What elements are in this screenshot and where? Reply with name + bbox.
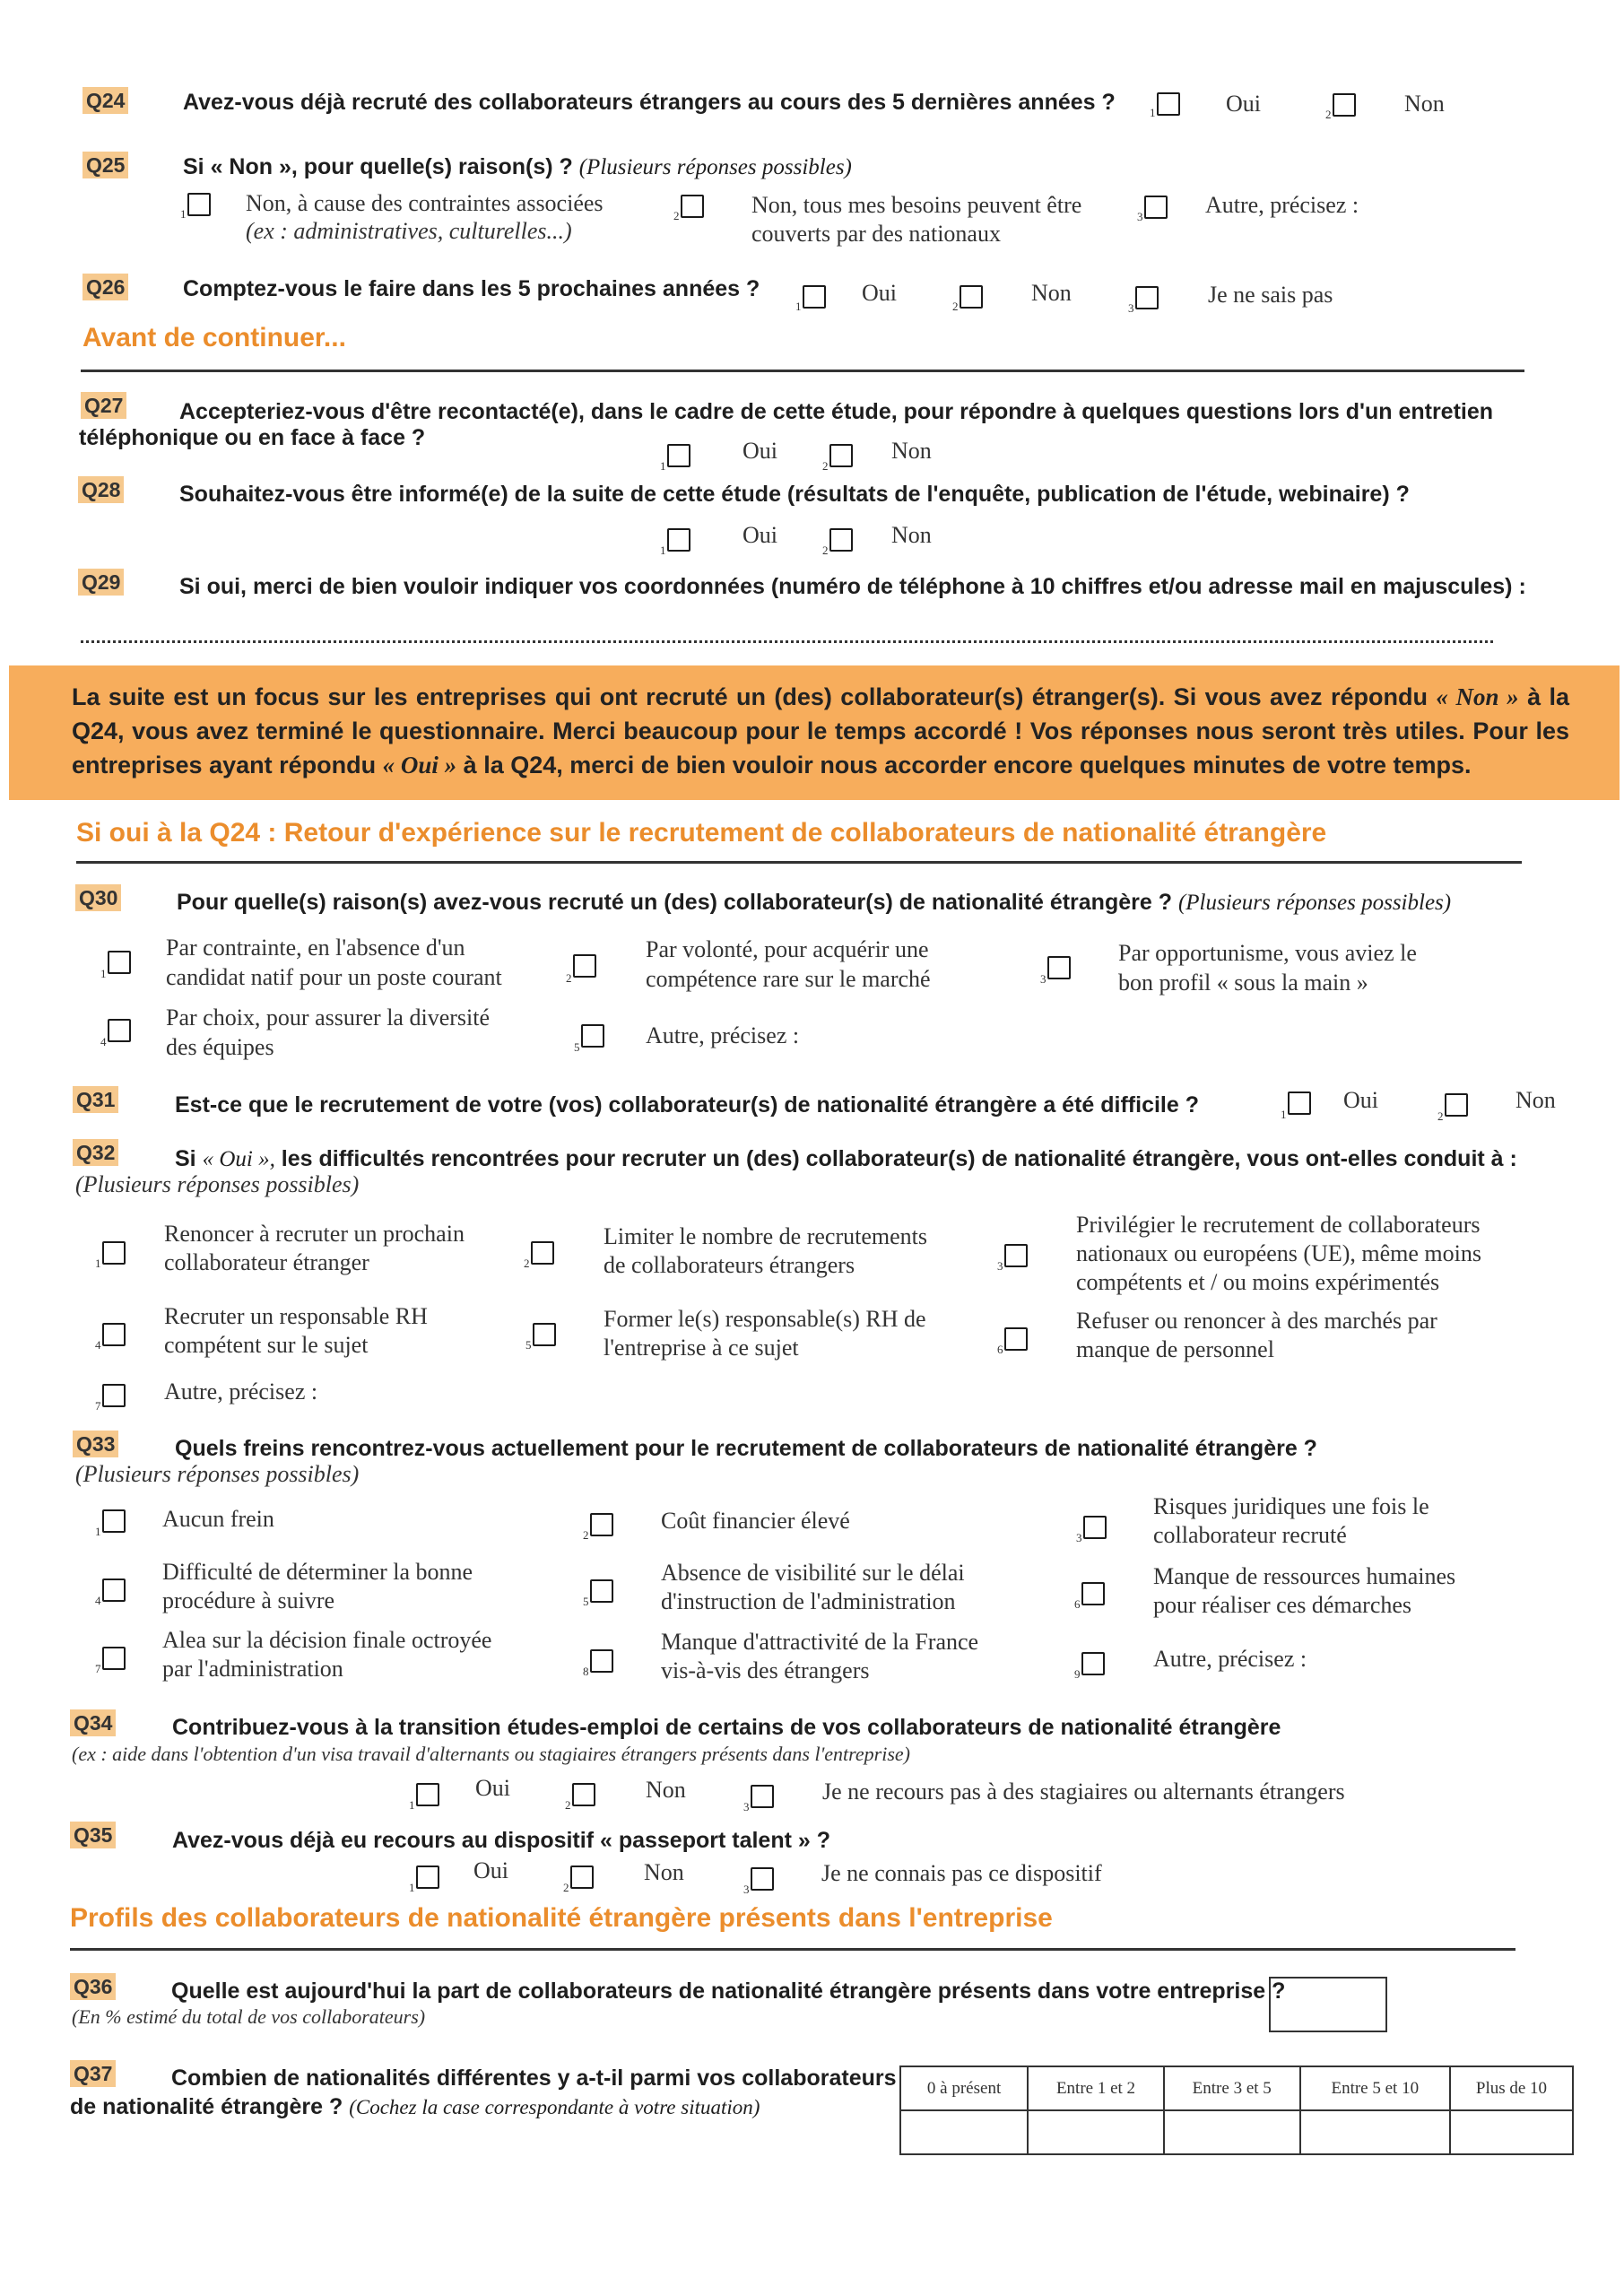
q24-non-label: Non [1404, 91, 1445, 117]
q27-non-label: Non [891, 438, 932, 464]
q34-option-3-label: Je ne recours pas à des stagiaires ou alternants étrangers [822, 1779, 1345, 1805]
q30-option-5-code: 5 [574, 1040, 580, 1054]
q30-option-2-label: Par volonté, pour acquérir une [646, 936, 929, 962]
contact-details-input-line[interactable] [81, 640, 1493, 643]
q27-question-line2: téléphonique ou en face à face ? [79, 425, 426, 450]
section-divider [81, 370, 1524, 372]
q32-option-6-checkbox[interactable] [1004, 1327, 1028, 1351]
q35-number: Q35 [70, 1822, 116, 1848]
q34-note: (ex : aide dans l'obtention d'un visa travail d'alternants ou stagiaires étrangers présents dans l'entreprise) [72, 1743, 910, 1765]
q26-oui-label: Oui [862, 280, 897, 306]
q36-note: (En % estimé du total de vos collaborateurs) [72, 2005, 426, 2028]
q34-number: Q34 [70, 1709, 116, 1736]
q37-question: Combien de nationalités différentes y a-t-il parmi vos collaborateurs [171, 2066, 897, 2091]
q33-option-5-code: 5 [583, 1595, 589, 1608]
q27-oui-checkbox[interactable] [667, 444, 690, 467]
q33-option-5-checkbox[interactable] [590, 1579, 613, 1603]
q37-cell-1-2[interactable] [1028, 2110, 1164, 2154]
q30-option-3-label: Par opportunisme, vous aviez le [1118, 940, 1417, 966]
q32-option-1-label: Renoncer à recruter un prochain [164, 1221, 465, 1247]
q33-option-6-code: 6 [1074, 1597, 1081, 1611]
q37-nationalities-table [899, 2066, 1574, 2155]
q29-question: Si oui, merci de bien vouloir indiquer vos coordonnées (numéro de téléphone à 10 chiffres et/ou adresse mail en majuscules) : [179, 574, 1526, 599]
q28-option-2-code: 2 [822, 544, 829, 557]
q33-option-7-code: 7 [95, 1662, 101, 1675]
q33-option-1-label: Aucun frein [162, 1506, 274, 1532]
q31-option-2-code: 2 [1437, 1109, 1444, 1123]
q32-option-3-checkbox[interactable] [1004, 1244, 1028, 1267]
q27-question: Accepteriez-vous d'être recontacté(e), dans le cadre de cette étude, pour répondre à quelques questions lors d'un entretien [179, 399, 1494, 424]
section-avant-de-continuer: Avant de continuer... [83, 323, 346, 352]
q32-option-4-label: Recruter un responsable RH [164, 1303, 428, 1329]
q24-option-1-code: 1 [1150, 106, 1156, 119]
q32-option-4-label-line2: compétent sur le sujet [164, 1332, 369, 1358]
q34-oui-label: Oui [475, 1775, 510, 1801]
q37-cell-3-5[interactable] [1164, 2110, 1300, 2154]
q32-option-1-code: 1 [95, 1257, 101, 1270]
q25-option-3-code: 3 [1137, 210, 1143, 223]
q32-option-6-code: 6 [997, 1343, 1003, 1356]
q32-option-3-code: 3 [997, 1259, 1003, 1273]
q25-option-3-checkbox[interactable] [1144, 196, 1168, 219]
q30-option-3-code: 3 [1040, 972, 1046, 986]
q32-option-2-label-line2: de collaborateurs étrangers [604, 1252, 855, 1278]
q25-option-2-code: 2 [673, 209, 680, 222]
q32-option-5-label-line2: l'entreprise à ce sujet [604, 1335, 799, 1361]
q25-number: Q25 [83, 152, 128, 178]
q33-option-7-label-line2: par l'administration [162, 1656, 343, 1682]
q33-option-4-code: 4 [95, 1594, 101, 1607]
q33-option-8-label-line2: vis-à-vis des étrangers [661, 1657, 870, 1683]
q25-question: Si « Non », pour quelle(s) raison(s) ? (Plusieurs réponses possibles) [183, 154, 852, 179]
q24-option-2-code: 2 [1325, 108, 1332, 121]
q32-option-2-code: 2 [524, 1257, 530, 1270]
q27-number: Q27 [81, 392, 126, 419]
q33-option-4-label: Difficulté de déterminer la bonne [162, 1559, 473, 1585]
q33-number: Q33 [73, 1431, 118, 1457]
q33-option-1-checkbox[interactable] [102, 1509, 126, 1533]
q27-option-2-code: 2 [822, 459, 829, 473]
q28-oui-checkbox[interactable] [667, 528, 690, 552]
q35-oui-checkbox[interactable] [416, 1866, 439, 1889]
q33-option-9-checkbox[interactable] [1081, 1652, 1105, 1675]
q29-number: Q29 [78, 569, 124, 596]
q33-option-9-code: 9 [1074, 1667, 1081, 1681]
q32-option-3-label-line3: compétents et / ou moins expérimentés [1076, 1269, 1440, 1295]
q24-oui-checkbox[interactable] [1157, 92, 1180, 116]
q33-option-3-checkbox[interactable] [1083, 1516, 1107, 1539]
q33-option-9-label: Autre, précisez : [1153, 1646, 1307, 1672]
q32-option-5-code: 5 [525, 1338, 532, 1352]
q37-column-1-2: Entre 1 et 2 [1028, 2066, 1164, 2110]
q26-non-checkbox[interactable] [960, 285, 983, 309]
q37-question-line2: de nationalité étrangère ? (Cochez la case correspondante à votre situation) [70, 2094, 760, 2119]
q33-option-6-checkbox[interactable] [1081, 1582, 1105, 1605]
q35-oui-label: Oui [473, 1857, 508, 1883]
q24-oui-label: Oui [1226, 91, 1261, 117]
q25-option-1-code: 1 [180, 207, 187, 221]
q31-oui-checkbox[interactable] [1288, 1091, 1311, 1115]
q26-oui-checkbox[interactable] [803, 285, 826, 309]
q26-question: Comptez-vous le faire dans les 5 prochaines années ? [183, 276, 760, 301]
q31-oui-label: Oui [1343, 1087, 1378, 1113]
q32-option-7-label: Autre, précisez : [164, 1378, 318, 1405]
q34-non-label: Non [646, 1777, 686, 1803]
q32-option-7-code: 7 [95, 1399, 101, 1413]
q25-option-2-label-line2: couverts par des nationaux [751, 221, 1001, 247]
q37-column-10-plus: Plus de 10 [1450, 2066, 1573, 2110]
table-row [900, 2110, 1573, 2154]
section-retour-experience: Si oui à la Q24 : Retour d'expérience sur le recrutement de collaborateurs de nationalité étrangère [76, 818, 1327, 848]
q35-option-3-checkbox[interactable] [751, 1867, 774, 1891]
table-header-row [900, 2066, 1573, 2110]
q33-option-6-label: Manque de ressources humaines [1153, 1563, 1456, 1589]
q35-option-3-code: 3 [743, 1883, 750, 1896]
q30-option-4-label-line2: des équipes [166, 1034, 274, 1060]
q30-option-3-checkbox[interactable] [1047, 956, 1071, 979]
q31-number: Q31 [73, 1086, 118, 1113]
q26-option-1-code: 1 [795, 300, 802, 313]
q36-question: Quelle est aujourd'hui la part de collaborateurs de nationalité étrangère présents dans votre entreprise ? [171, 1979, 1286, 2004]
q36-number: Q36 [70, 1973, 116, 2000]
q33-option-4-checkbox[interactable] [102, 1578, 126, 1602]
q30-question: Pour quelle(s) raison(s) avez-vous recruté un (des) collaborateur(s) de nationalité étrangère ? (Plusieurs réponses possibles) [177, 890, 1452, 915]
q27-non-checkbox[interactable] [829, 444, 853, 467]
q24-non-checkbox[interactable] [1333, 93, 1356, 117]
q32-option-3-label-line2: nationaux ou européens (UE), même moins [1076, 1240, 1481, 1266]
q30-option-2-code: 2 [566, 971, 572, 985]
q30-option-4-checkbox[interactable] [108, 1019, 131, 1042]
q37-column-5-10: Entre 5 et 10 [1300, 2066, 1450, 2110]
q24-question: Avez-vous déjà recruté des collaborateurs étrangers au cours des 5 dernières années ? [183, 90, 1116, 115]
q32-option-5-checkbox[interactable] [533, 1323, 556, 1346]
q27-oui-label: Oui [743, 438, 777, 464]
q30-option-4-code: 4 [100, 1035, 107, 1048]
q32-option-5-label: Former le(s) responsable(s) RH de [604, 1306, 926, 1332]
q33-option-3-label-line2: collaborateur recruté [1153, 1522, 1347, 1548]
q33-option-5-label: Absence de visibilité sur le délai [661, 1560, 965, 1586]
q28-non-label: Non [891, 522, 932, 548]
q37-cell-5-10[interactable] [1300, 2110, 1450, 2154]
q35-non-label: Non [644, 1859, 684, 1885]
q35-option-2-code: 2 [563, 1881, 569, 1894]
q32-option-6-label: Refuser ou renoncer à des marchés par [1076, 1308, 1437, 1334]
q30-option-4-label: Par choix, pour assurer la diversité [166, 1004, 491, 1031]
q32-option-7-checkbox[interactable] [102, 1384, 126, 1407]
q28-option-1-code: 1 [660, 544, 666, 557]
q32-option-6-label-line2: manque de personnel [1076, 1336, 1274, 1362]
section-divider [76, 861, 1522, 864]
q33-option-1-code: 1 [95, 1525, 101, 1538]
q25-option-2-checkbox[interactable] [681, 195, 704, 218]
q33-option-8-code: 8 [583, 1665, 589, 1678]
q26-option-3-code: 3 [1128, 301, 1134, 315]
q33-option-5-label-line2: d'instruction de l'administration [661, 1588, 956, 1614]
q25-option-1-label: Non, à cause des contraintes associées [246, 190, 604, 216]
q30-option-3-label-line2: bon profil « sous la main » [1118, 970, 1368, 996]
q33-option-3-code: 3 [1076, 1531, 1082, 1544]
q33-option-7-checkbox[interactable] [102, 1647, 126, 1670]
q30-option-5-checkbox[interactable] [581, 1024, 604, 1048]
q33-option-8-label: Manque d'attractivité de la France [661, 1629, 979, 1655]
q37-cell-10-plus[interactable] [1450, 2110, 1573, 2154]
q33-option-2-code: 2 [583, 1528, 589, 1542]
q28-oui-label: Oui [743, 522, 777, 548]
q30-option-1-code: 1 [100, 967, 107, 980]
q27-option-1-code: 1 [660, 459, 666, 473]
q32-option-4-code: 4 [95, 1338, 101, 1352]
q33-option-6-label-line2: pour réaliser ces démarches [1153, 1592, 1412, 1618]
info-banner-text: La suite est un focus sur les entreprises qui ont recruté un (des) collaborateur(s) étranger(s). Si vous avez répondu « Non » à la Q24, vous avez terminé le questionnaire. Merci beaucoup pour le temps accordé ! Vos réponses nous seront très utiles. Pour les entreprises ayant répondu « Oui » à la Q24, merci de bien vouloir nous accorder encore quelques minutes de votre temps. [72, 683, 1569, 778]
q33-option-4-label-line2: procédure à suivre [162, 1587, 335, 1613]
q30-option-2-label-line2: compétence rare sur le marché [646, 966, 931, 992]
q34-option-1-code: 1 [409, 1798, 415, 1812]
q28-number: Q28 [78, 476, 124, 503]
section-divider [70, 1948, 1515, 1951]
q31-non-checkbox[interactable] [1445, 1093, 1468, 1117]
q33-option-7-label: Alea sur la décision finale octroyée [162, 1627, 492, 1653]
q34-option-3-checkbox[interactable] [751, 1785, 774, 1808]
q30-option-2-checkbox[interactable] [573, 954, 596, 978]
q33-option-2-label: Coût financier élevé [661, 1508, 850, 1534]
q30-number: Q30 [75, 884, 121, 911]
q32-option-3-label: Privilégier le recrutement de collaborateurs [1076, 1212, 1481, 1238]
q35-non-checkbox[interactable] [570, 1866, 594, 1889]
q25-option-1-checkbox[interactable] [187, 193, 211, 216]
q31-question: Est-ce que le recrutement de votre (vos) collaborateur(s) de nationalité étrangère a été difficile ? [175, 1092, 1199, 1118]
q37-number: Q37 [70, 2060, 116, 2087]
q37-cell-0[interactable] [900, 2110, 1028, 2154]
q30-option-1-label: Par contrainte, en l'absence d'un [166, 935, 465, 961]
q34-non-checkbox[interactable] [572, 1783, 595, 1806]
q32-option-2-checkbox[interactable] [531, 1241, 554, 1265]
q33-option-2-checkbox[interactable] [590, 1513, 613, 1536]
q32-option-2-label: Limiter le nombre de recrutements [604, 1223, 927, 1249]
q25-option-3-label: Autre, précisez : [1205, 192, 1359, 218]
q33-option-3-label: Risques juridiques une fois le [1153, 1493, 1429, 1519]
q32-note: (Plusieurs réponses possibles) [75, 1171, 360, 1197]
q33-option-8-checkbox[interactable] [590, 1649, 613, 1673]
q34-option-3-code: 3 [743, 1800, 750, 1813]
q26-nsp-label: Je ne sais pas [1208, 282, 1333, 308]
q34-question: Contribuez-vous à la transition études-emploi de certains de vos collaborateurs de nationalité étrangère [172, 1715, 1281, 1740]
q33-note: (Plusieurs réponses possibles) [75, 1461, 360, 1487]
q36-percentage-input[interactable] [1269, 1977, 1387, 2032]
q33-question: Quels freins rencontrez-vous actuellement pour le recrutement de collaborateurs de nationalité étrangère ? [175, 1436, 1317, 1461]
q34-option-2-code: 2 [565, 1798, 571, 1812]
q32-option-1-checkbox[interactable] [102, 1241, 126, 1265]
q26-number: Q26 [83, 274, 128, 300]
q35-question: Avez-vous déjà eu recours au dispositif « passeport talent » ? [172, 1828, 830, 1853]
q34-oui-checkbox[interactable] [416, 1783, 439, 1806]
q25-option-2-label: Non, tous mes besoins peuvent être [751, 192, 1082, 218]
q31-option-1-code: 1 [1281, 1108, 1287, 1121]
q26-nsp-checkbox[interactable] [1135, 286, 1159, 309]
q24-number: Q24 [83, 87, 128, 114]
q32-option-1-label-line2: collaborateur étranger [164, 1249, 369, 1275]
q32-option-4-checkbox[interactable] [102, 1323, 126, 1346]
q28-non-checkbox[interactable] [829, 528, 853, 552]
section-profils: Profils des collaborateurs de nationalité étrangère présents dans l'entreprise [70, 1903, 1053, 1933]
q30-option-1-checkbox[interactable] [108, 951, 131, 974]
q26-option-2-code: 2 [952, 300, 959, 313]
q32-number: Q32 [73, 1139, 118, 1166]
q30-option-1-label-line2: candidat natif pour un poste courant [166, 964, 502, 990]
q26-non-label: Non [1031, 280, 1072, 306]
q35-option-3-label: Je ne connais pas ce dispositif [821, 1860, 1102, 1886]
q37-column-0: 0 à présent [900, 2066, 1028, 2110]
q35-option-1-code: 1 [409, 1881, 415, 1894]
q37-column-3-5: Entre 3 et 5 [1164, 2066, 1300, 2110]
q32-question: Si « Oui », les difficultés rencontrées pour recruter un (des) collaborateur(s) de nationalité étrangère, vous ont-elles conduit à : [175, 1146, 1517, 1171]
q30-option-5-label: Autre, précisez : [646, 1022, 800, 1048]
q25-option-1-example: (ex : administratives, culturelles...) [246, 218, 572, 244]
q28-question: Souhaitez-vous être informé(e) de la suite de cette étude (résultats de l'enquête, publication de l'étude, webinaire) ? [179, 482, 1410, 507]
q31-non-label: Non [1515, 1087, 1556, 1113]
